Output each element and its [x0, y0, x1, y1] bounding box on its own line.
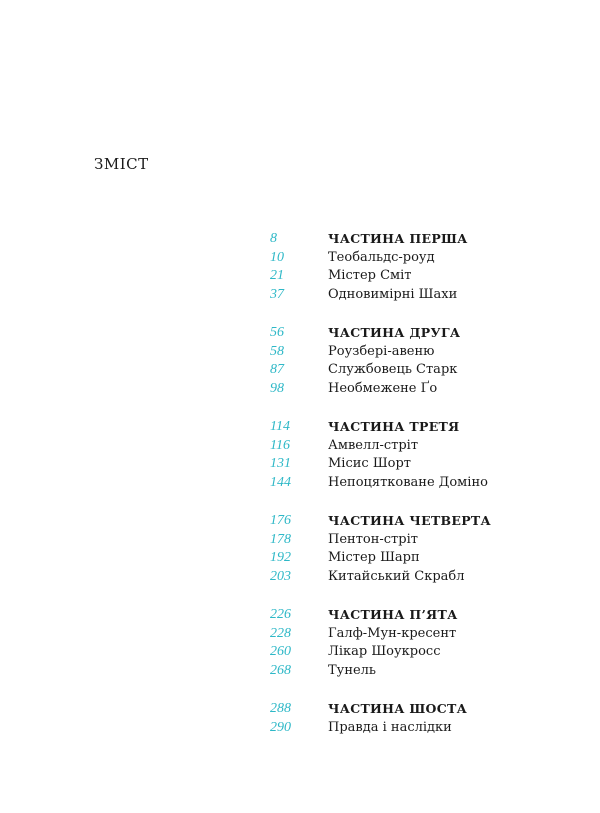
toc-chapter-row[interactable] [270, 455, 570, 474]
chapter-title: Галф-Мун-кресент [328, 625, 457, 641]
page-number: 290 [270, 719, 291, 735]
chapter-title: Теобальдс-роуд [328, 249, 435, 265]
page-number: 116 [270, 437, 290, 453]
part-title: ЧАСТИНА ТРЕТЯ [328, 419, 460, 434]
page-number: 131 [270, 456, 291, 471]
toc-chapter-row[interactable] [270, 549, 570, 568]
toc-chapter-row[interactable] [270, 361, 570, 380]
toc-chapter-row[interactable] [270, 267, 570, 286]
toc-chapter-row[interactable] [270, 380, 570, 399]
toc-part-row[interactable] [270, 512, 570, 531]
chapter-title: Пентон-стріт [328, 531, 418, 547]
toc-section-part-3 [270, 418, 570, 492]
toc-chapter-row[interactable] [270, 249, 570, 268]
toc-chapter-row[interactable] [270, 625, 570, 644]
chapter-title: Містер Сміт [328, 268, 412, 283]
page-number: 228 [270, 625, 291, 641]
part-title: ЧАСТИНА П’ЯТА [328, 607, 458, 622]
toc-chapter-row[interactable] [270, 643, 570, 662]
toc-chapter-row[interactable] [270, 286, 570, 305]
table-of-contents [270, 230, 570, 757]
toc-section-part-4 [270, 512, 570, 586]
page-number: 192 [270, 550, 291, 565]
page-number: 10 [270, 249, 284, 265]
toc-chapter-row[interactable] [270, 437, 570, 456]
page-number: 226 [270, 607, 291, 622]
toc-section-part-1 [270, 230, 570, 304]
part-title: ЧАСТИНА ШОСТА [328, 701, 468, 716]
page-number: 87 [270, 362, 284, 377]
page-number: 144 [270, 474, 291, 490]
toc-chapter-row[interactable] [270, 662, 570, 681]
toc-chapter-row[interactable] [270, 568, 570, 587]
chapter-title: Місис Шорт [328, 456, 412, 471]
page-number: 203 [270, 568, 291, 584]
chapter-title: Китайський Скрабл [328, 568, 465, 584]
toc-section-part-2 [270, 324, 570, 398]
toc-chapter-row[interactable] [270, 474, 570, 493]
page-number: 114 [270, 419, 290, 434]
page-number: 178 [270, 531, 291, 547]
part-title: ЧАСТИНА ДРУГА [328, 325, 461, 340]
chapter-title: Правда і наслідки [328, 719, 452, 735]
chapter-title: Амвелл-стріт [328, 437, 419, 453]
toc-section-part-5 [270, 606, 570, 680]
page-number: 268 [270, 662, 291, 678]
page-number: 260 [270, 644, 291, 659]
toc-chapter-row[interactable] [270, 719, 570, 738]
page-number: 58 [270, 343, 284, 359]
chapter-title: Непоцятковане Доміно [328, 474, 488, 490]
chapter-title: Необмежене Ґо [328, 380, 438, 396]
toc-part-row[interactable] [270, 700, 570, 719]
page-number: 98 [270, 380, 284, 396]
page-number: 8 [270, 231, 277, 246]
toc-part-row[interactable] [270, 606, 570, 625]
chapter-title: Одновимірні Шахи [328, 286, 458, 302]
page-title: ЗМІСТ [94, 155, 149, 173]
chapter-title: Роузбері-авеню [328, 343, 435, 359]
chapter-title: Службовець Старк [328, 362, 458, 377]
page-number: 288 [270, 701, 291, 716]
toc-part-row[interactable] [270, 418, 570, 437]
toc-section-part-6 [270, 700, 570, 737]
page-number: 56 [270, 325, 284, 340]
part-title: ЧАСТИНА ЧЕТВЕРТА [328, 513, 492, 528]
part-title: ЧАСТИНА ПЕРША [328, 231, 468, 246]
page-number: 37 [270, 286, 284, 302]
page-number: 21 [270, 268, 284, 283]
page-number: 176 [270, 513, 291, 528]
toc-chapter-row[interactable] [270, 531, 570, 550]
chapter-title: Лікар Шоукросс [328, 644, 441, 659]
toc-part-row[interactable] [270, 230, 570, 249]
toc-part-row[interactable] [270, 324, 570, 343]
toc-chapter-row[interactable] [270, 343, 570, 362]
chapter-title: Містер Шарп [328, 550, 420, 565]
chapter-title: Тунель [328, 662, 377, 678]
